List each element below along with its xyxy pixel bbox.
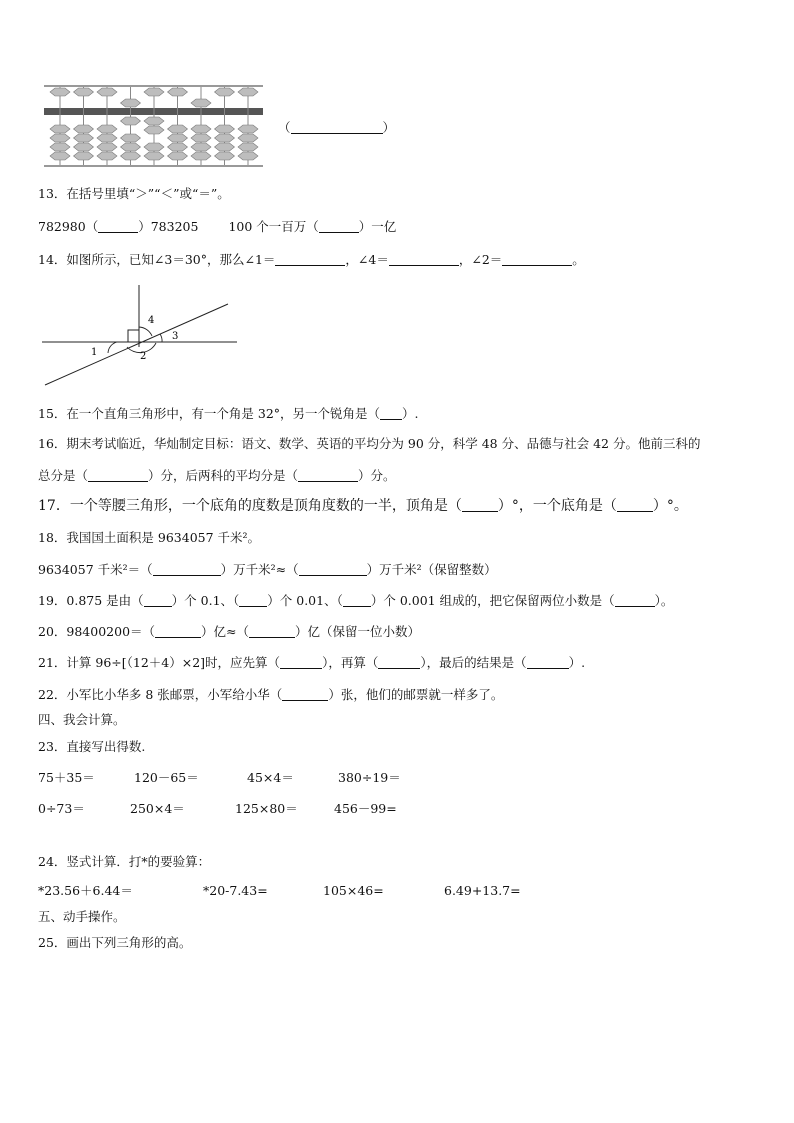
- section-5-heading: 五、动手操作。: [38, 909, 126, 924]
- abacus-lower-bead: [121, 143, 141, 151]
- abacus-lower-bead: [121, 117, 141, 125]
- abacus-lower-bead: [144, 126, 164, 134]
- abacus-upper-bead: [191, 99, 211, 107]
- abacus-lower-bead: [238, 134, 258, 142]
- abacus-lower-bead: [97, 134, 117, 142]
- abacus-lower-bead: [144, 143, 164, 151]
- q19-blank-3[interactable]: [343, 594, 371, 607]
- q14-blank-1[interactable]: [275, 253, 345, 266]
- abacus-lower-bead: [191, 152, 211, 160]
- abacus-lower-bead: [215, 143, 235, 151]
- abacus-lower-bead: [238, 125, 258, 133]
- q13-blank-1[interactable]: [98, 220, 138, 233]
- q25-prompt: 25．画出下列三角形的高。: [38, 935, 192, 950]
- q23-item: 45×4＝: [247, 770, 294, 785]
- q14-blank-2[interactable]: [389, 253, 459, 266]
- q14-prompt: 14．如图所示，已知∠3＝30°，那么∠1＝ ，∠4＝ ，∠2＝ 。: [38, 252, 585, 267]
- abacus-lower-bead: [97, 143, 117, 151]
- q18-line2: 9634057 千米²＝（ ）万千米²≈（ ）万千米²（保留整数）: [38, 562, 497, 577]
- abacus-upper-bead: [50, 88, 70, 96]
- q12-answer-blank[interactable]: [291, 121, 383, 134]
- abacus-lower-bead: [97, 152, 117, 160]
- abacus-lower-bead: [74, 134, 94, 142]
- q19-blank-1[interactable]: [144, 594, 172, 607]
- abacus-lower-bead: [215, 125, 235, 133]
- abacus-upper-bead: [144, 88, 164, 96]
- q23-item: 75＋35＝: [38, 770, 95, 785]
- abacus-lower-bead: [238, 152, 258, 160]
- q19-text: 19．0.875 是由（ ）个 0.1、（ ）个 0.01、（ ）个 0.001 组成的，把它保留两位小数是（ ）。: [38, 593, 674, 608]
- abacus-upper-bead: [121, 99, 141, 107]
- q17-blank-2[interactable]: [617, 499, 653, 512]
- abacus-lower-bead: [168, 134, 188, 142]
- abacus-lower-bead: [238, 143, 258, 151]
- q16-blank-2[interactable]: [298, 469, 358, 482]
- abacus-lower-bead: [215, 134, 235, 142]
- abacus-lower-bead: [191, 134, 211, 142]
- abacus-lower-bead: [144, 152, 164, 160]
- q24-item: *23.56＋6.44＝: [38, 883, 133, 898]
- q23-item: 0÷73＝: [38, 801, 85, 816]
- abacus-upper-bead: [74, 88, 94, 96]
- abacus-lower-bead: [97, 125, 117, 133]
- abacus-lower-bead: [50, 143, 70, 151]
- abacus-figure: [44, 84, 274, 169]
- q20-text: 20．98400200＝（ ）亿≈（ ）亿（保留一位小数）: [38, 624, 421, 639]
- abacus-lower-bead: [191, 125, 211, 133]
- q21-blank-3[interactable]: [527, 656, 569, 669]
- q20-blank-1[interactable]: [155, 625, 201, 638]
- abacus-upper-bead: [238, 88, 258, 96]
- abacus-lower-bead: [74, 143, 94, 151]
- abacus-lower-bead: [144, 117, 164, 125]
- q24-item: *20-7.43=: [203, 883, 268, 898]
- q13-prompt: 13．在括号里填“＞”“＜”或“＝”。: [38, 186, 230, 201]
- abacus-lower-bead: [215, 152, 235, 160]
- abacus-lower-bead: [168, 125, 188, 133]
- abacus-upper-bead: [97, 88, 117, 96]
- q20-blank-2[interactable]: [249, 625, 295, 638]
- q21-text: 21．计算 96÷[（12＋4）×2]时，应先算（ ），再算（ ），最后的结果是（ ）.: [38, 655, 586, 670]
- q21-blank-2[interactable]: [378, 656, 420, 669]
- q24-item: 105×46=: [323, 883, 384, 898]
- q21-blank-1[interactable]: [280, 656, 322, 669]
- abacus-lower-bead: [168, 143, 188, 151]
- q23-item: 380÷19＝: [338, 770, 401, 785]
- abacus-upper-bead: [215, 88, 235, 96]
- q22-text: 22．小军比小华多 8 张邮票，小军给小华（ ）张，他们的邮票就一样多了。: [38, 687, 504, 702]
- abacus-upper-bead: [168, 88, 188, 96]
- q18-blank-2[interactable]: [299, 563, 367, 576]
- abacus-lower-bead: [121, 152, 141, 160]
- q13-items: 782980（ ）783205 100 个一百万（ ）一亿: [38, 219, 397, 234]
- angle-label-4: 4: [148, 315, 155, 326]
- abacus-lower-bead: [50, 134, 70, 142]
- q23-item: 456－99=: [334, 801, 397, 816]
- abacus-lower-bead: [74, 152, 94, 160]
- q19-blank-2[interactable]: [239, 594, 267, 607]
- q16-line2: 总分是（ ）分，后两科的平均分是（ ）分。: [38, 468, 396, 483]
- q17-blank-1[interactable]: [462, 499, 498, 512]
- angle-label-3: 3: [172, 331, 179, 342]
- q23-prompt: 23．直接写出得数.: [38, 739, 146, 754]
- abacus-lower-bead: [50, 152, 70, 160]
- section-4-heading: 四、我会计算。: [38, 712, 126, 727]
- abacus-lower-bead: [121, 134, 141, 142]
- q17-text: 17．一个等腰三角形，一个底角的度数是顶角度数的一半，顶角是（ ）°，一个底角是（ ）°。: [38, 498, 688, 514]
- q15-text: 15．在一个直角三角形中，有一个角是 32°，另一个锐角是（ ）.: [38, 406, 419, 421]
- q14-blank-3[interactable]: [502, 253, 572, 266]
- abacus-lower-bead: [74, 125, 94, 133]
- angle-label-1: 1: [91, 347, 98, 358]
- abacus-lower-bead: [50, 125, 70, 133]
- q23-item: 125×80＝: [235, 801, 298, 816]
- q24-item: 6.49+13.7=: [444, 883, 521, 898]
- q23-item: 250×4＝: [130, 801, 185, 816]
- abacus-lower-bead: [168, 152, 188, 160]
- q15-blank[interactable]: [380, 407, 402, 420]
- q18-line1: 18．我国国土面积是 9634057 千米²。: [38, 530, 261, 545]
- q19-blank-4[interactable]: [615, 594, 655, 607]
- angle-label-2: 2: [140, 351, 147, 362]
- q22-blank[interactable]: [282, 688, 328, 701]
- q18-blank-1[interactable]: [153, 563, 221, 576]
- q13-blank-2[interactable]: [319, 220, 359, 233]
- q23-item: 120－65＝: [134, 770, 199, 785]
- q24-prompt: 24．竖式计算．打*的要验算：: [38, 854, 211, 869]
- angle-diagram: [42, 281, 242, 391]
- abacus-lower-bead: [191, 143, 211, 151]
- q16-line1: 16．期末考试临近，华灿制定目标：语文、数学、英语的平均分为 90 分，科学 48 分、品德与社会 42 分。他前三科的: [38, 436, 701, 451]
- q16-blank-1[interactable]: [88, 469, 148, 482]
- q12-answer: （ ）: [278, 120, 396, 135]
